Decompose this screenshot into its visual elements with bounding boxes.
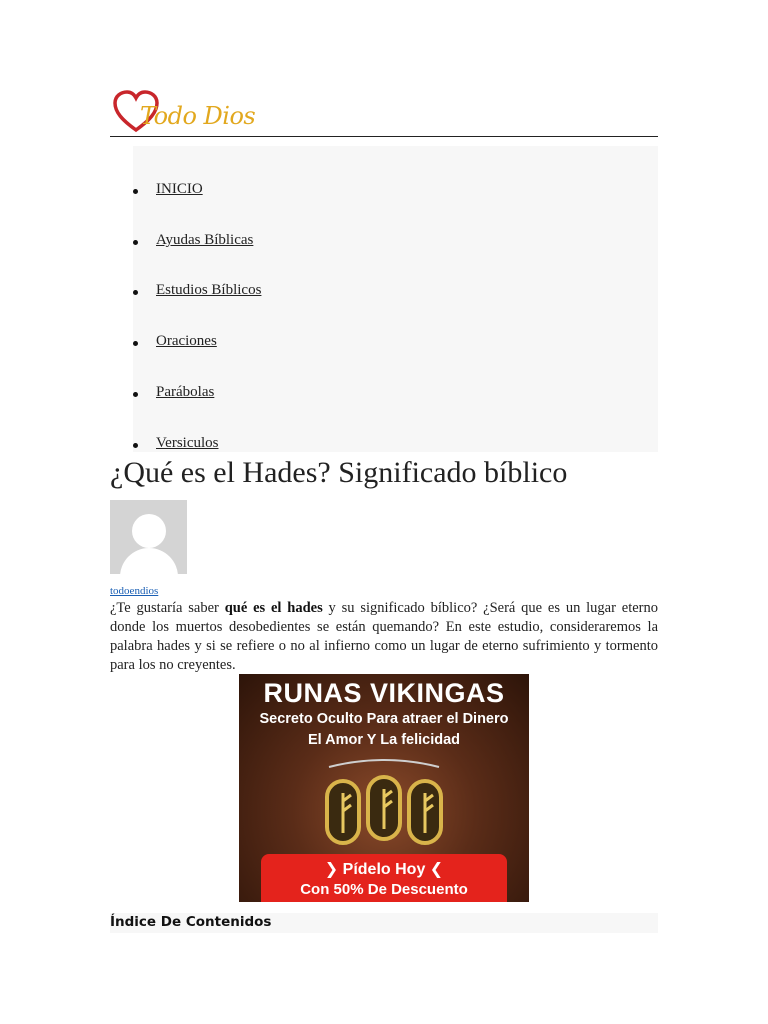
logo-text: Todo Dios: [140, 102, 256, 130]
author-link[interactable]: todoendios: [110, 585, 159, 597]
bullet-icon: [133, 392, 138, 397]
article-intro: [110, 599, 658, 675]
bullet-icon: [133, 290, 138, 295]
intro-bold-term: qué es el hades: [224, 600, 323, 616]
bullet-icon: [133, 189, 138, 194]
ad-subtitle-1: Secreto Oculto Para atraer el Dinero: [259, 711, 509, 727]
rune-pendants-image: [319, 759, 449, 849]
nav-link-inicio[interactable]: INICIO: [156, 181, 203, 197]
avatar-head: [132, 514, 166, 548]
nav-link-oraciones[interactable]: Oraciones: [156, 333, 217, 349]
intro-text-start: ¿Te gustaría saber: [110, 600, 225, 616]
nav-link-estudios[interactable]: Estudios Bíblicos: [156, 282, 262, 298]
table-of-contents[interactable]: [110, 913, 658, 933]
toc-heading: Índice De Contenidos: [110, 914, 272, 930]
author-avatar[interactable]: [110, 500, 187, 574]
main-nav: [133, 146, 658, 452]
header-divider: [110, 136, 658, 137]
ad-title: RUNAS VIKINGAS: [263, 678, 505, 708]
article-title: ¿Qué es el Hades? Significado bíblico: [110, 456, 568, 489]
nav-link-versiculos[interactable]: Versiculos: [156, 435, 219, 451]
avatar-body: [120, 548, 178, 574]
bullet-icon: [133, 443, 138, 448]
nav-link-ayudas[interactable]: Ayudas Bíblicas: [156, 232, 254, 248]
bullet-icon: [133, 341, 138, 346]
ad-order-button[interactable]: [261, 854, 507, 902]
ad-button-label: ❯ Pídelo Hoy ❮: [324, 861, 444, 878]
ad-discount-label: Con 50% De Descuento: [300, 881, 468, 898]
ad-banner[interactable]: [239, 674, 529, 902]
bullet-icon: [133, 240, 138, 245]
site-logo[interactable]: [110, 88, 270, 136]
intro-text-end: y su significado bíblico? ¿Será que es un lugar eterno donde los muertos desobedientes se están quemando? En este estudio, consideraremos la palabra hades y si se refiere o no al infierno como un lugar de eterno sufrimiento y tormento para los no creyentes.: [110, 600, 658, 673]
nav-link-parabolas[interactable]: Parábolas: [156, 384, 215, 400]
ad-subtitle-2: El Amor Y La felicidad: [307, 732, 461, 748]
ad-button-text: Pídelo Hoy: [342, 861, 426, 878]
